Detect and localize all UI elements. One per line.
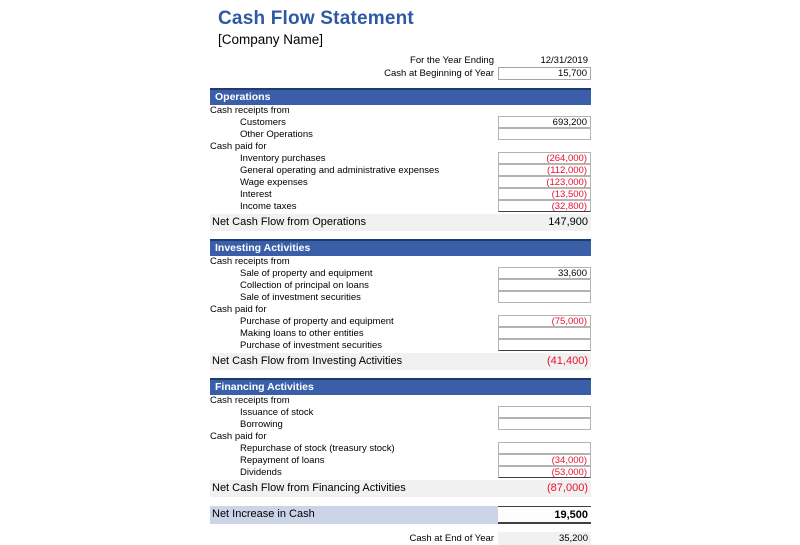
statement-meta [210, 55, 591, 80]
line-item-value-cell[interactable]: (53,000) [498, 466, 591, 478]
line-item-label: Inventory purchases [240, 153, 326, 164]
line-item-label: Repayment of loans [240, 455, 325, 466]
section-operations [210, 88, 591, 231]
subtotal-value: 147,900 [548, 216, 588, 228]
line-item-value-cell[interactable] [498, 327, 591, 339]
line-item-label: Dividends [240, 467, 282, 478]
net-increase-value: 19,500 [498, 506, 591, 524]
line-item-value-cell[interactable]: (34,000) [498, 454, 591, 466]
cash-flow-statement-document [210, 8, 591, 545]
subtotal-label: Net Cash Flow from Investing Activities [212, 355, 403, 367]
line-item-row [210, 419, 591, 431]
net-increase-label: Net Increase in Cash [212, 508, 315, 520]
line-item-value-cell[interactable]: (123,000) [498, 176, 591, 188]
sections-container [210, 88, 591, 497]
line-item-value-cell[interactable]: (112,000) [498, 164, 591, 176]
subtotal-value: (41,400) [547, 355, 588, 367]
line-item-value-cell[interactable]: 693,200 [498, 116, 591, 128]
line-item-label: Other Operations [240, 129, 313, 140]
group-label: Cash receipts from [210, 105, 290, 116]
section-header-investing: Investing Activities [210, 239, 591, 256]
subtotal-row-financing [210, 480, 591, 497]
line-item-value-cell[interactable] [498, 279, 591, 291]
year-ending-row [210, 55, 591, 67]
section-header-operations: Operations [210, 88, 591, 105]
subtotal-row-investing [210, 353, 591, 370]
line-item-value-cell[interactable] [498, 418, 591, 430]
beginning-cash-row [210, 67, 591, 80]
line-item-value-cell[interactable]: (32,800) [498, 200, 591, 212]
line-item-value-cell[interactable] [498, 291, 591, 303]
line-item-value-cell[interactable] [498, 128, 591, 140]
line-item-label: Borrowing [240, 419, 283, 430]
beginning-cash-label: Cash at Beginning of Year [384, 67, 494, 79]
year-ending-value-cell[interactable]: 12/31/2019 [540, 55, 588, 66]
subtotal-value: (87,000) [547, 482, 588, 494]
line-item-row [210, 201, 591, 213]
group-label: Cash paid for [210, 141, 267, 152]
line-item-label: Customers [240, 117, 286, 128]
net-increase-row [210, 506, 591, 524]
line-item-row [210, 467, 591, 479]
section-investing [210, 239, 591, 370]
line-item-label: Sale of property and equipment [240, 268, 373, 279]
subtotal-row-operations [210, 214, 591, 231]
line-item-label: Income taxes [240, 201, 297, 212]
page-title: Cash Flow Statement [218, 8, 414, 29]
company-name: [Company Name] [218, 32, 324, 47]
line-item-label: Collection of principal on loans [240, 280, 369, 291]
group-label: Cash paid for [210, 431, 267, 442]
line-item-label: Sale of investment securities [240, 292, 361, 303]
line-item-label: Interest [240, 189, 272, 200]
line-item-label: Purchase of investment securities [240, 340, 383, 351]
group-label: Cash paid for [210, 304, 267, 315]
section-header-financing: Financing Activities [210, 378, 591, 395]
subtotal-label: Net Cash Flow from Operations [212, 216, 367, 228]
line-item-label: Issuance of stock [240, 407, 314, 418]
end-of-year-label: Cash at End of Year [409, 533, 494, 544]
group-label: Cash receipts from [210, 395, 290, 406]
line-item-label: Repurchase of stock (treasury stock) [240, 443, 395, 454]
line-item-label: Making loans to other entities [240, 328, 364, 339]
line-item-label: Wage expenses [240, 177, 308, 188]
line-item-value-cell[interactable]: (13,500) [498, 188, 591, 200]
line-item-row [210, 129, 591, 141]
line-item-value-cell[interactable] [498, 339, 591, 351]
line-item-value-cell[interactable] [498, 442, 591, 454]
line-item-row [210, 292, 591, 304]
line-item-value-cell[interactable]: 33,600 [498, 267, 591, 279]
line-item-value-cell[interactable]: (75,000) [498, 315, 591, 327]
beginning-cash-value-cell[interactable]: 15,700 [498, 67, 591, 80]
line-item-value-cell[interactable] [498, 406, 591, 418]
subtotal-label: Net Cash Flow from Financing Activities [212, 482, 406, 494]
line-item-label: Purchase of property and equipment [240, 316, 394, 327]
line-item-value-cell[interactable]: (264,000) [498, 152, 591, 164]
end-of-year-value: 35,200 [498, 532, 591, 545]
section-financing [210, 378, 591, 497]
group-label: Cash receipts from [210, 256, 290, 267]
end-of-year-row [210, 532, 591, 545]
line-item-row [210, 340, 591, 352]
year-ending-label: For the Year Ending [410, 55, 494, 66]
line-item-label: General operating and administrative expenses [240, 165, 440, 176]
